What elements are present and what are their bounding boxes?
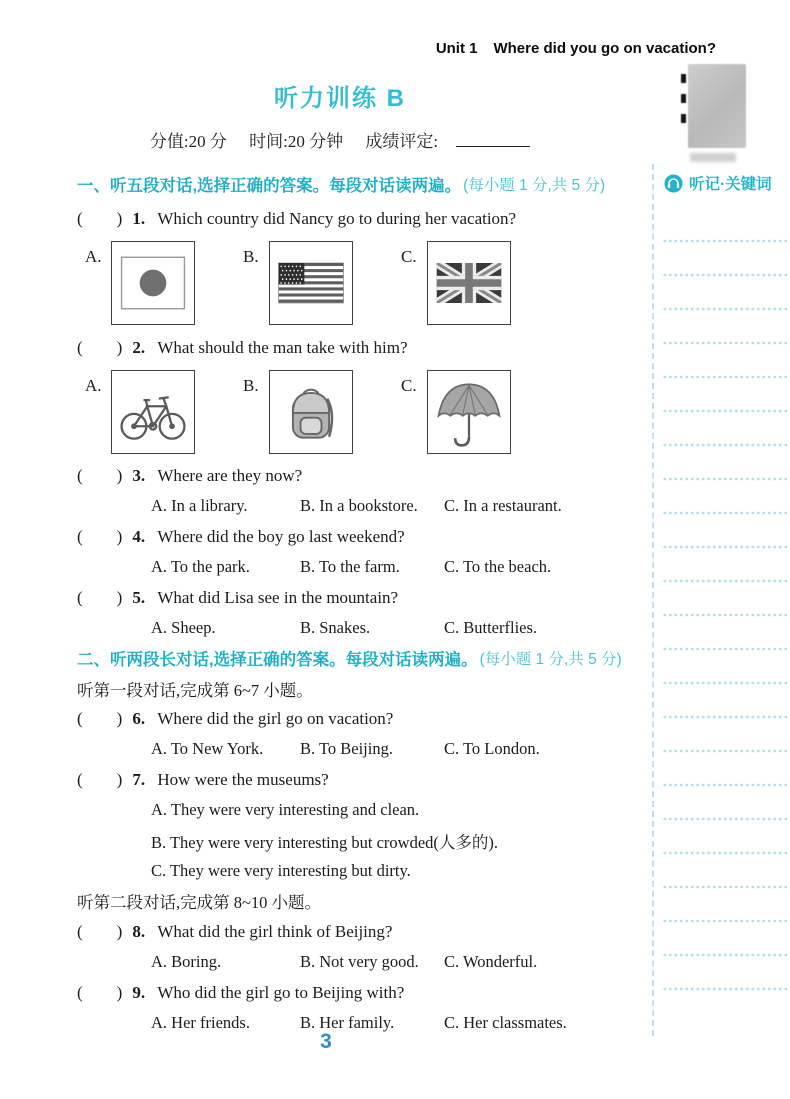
question-1 [77,204,652,234]
print-artifact [681,74,686,83]
grade-label: 成绩评定: [365,132,439,151]
question-number: 7. [132,769,146,789]
answer-blank: ( ) [77,337,123,357]
answer-blank: ( ) [77,209,123,229]
section-2-sub-instruction-1: 听第一段对话,完成第 6~7 小题。 [77,680,313,700]
question-3 [77,461,652,491]
question-3-options [77,491,652,521]
content [0,164,790,1038]
section-1-heading [77,164,652,204]
unit-title: Where did you go on vacation? [493,40,716,57]
section-2-sub-instruction-2: 听第二段对话,完成第 8~10 小题。 [77,893,322,913]
option-b: B. Snakes. [300,617,371,637]
print-artifact [681,114,686,123]
option-label: A. [85,375,102,395]
question-7-option-a: A. They were very interesting and clean. [151,800,420,820]
option-c: C. To London. [444,739,540,759]
option-label: B. [243,375,259,395]
image-option-b [243,241,353,325]
print-artifact [681,94,686,103]
section-2-heading [77,643,652,673]
question-number: 3. [132,465,146,485]
option-c: C. To the beach. [444,557,552,577]
option-label: C. [401,247,417,267]
score-value: 分值:20 分 [149,132,227,151]
image-option-c [401,370,511,454]
option-b: B. Her family. [300,1013,395,1032]
question-4 [77,522,652,552]
question-8 [77,917,652,947]
option-label: A. [85,247,102,267]
option-a: A. To the park. [151,557,250,577]
section-1-points: (每小题 1 分,共 5 分) [463,177,606,194]
question-6 [77,704,652,734]
question-9 [77,977,652,1007]
question-5-options [77,613,652,643]
image-option-a [85,370,195,454]
qr-caption-blurred [690,153,736,162]
option-c: C. In a restaurant. [444,496,562,516]
image-option-b [243,370,353,454]
option-b: B. To Beijing. [300,739,393,759]
question-7-option-b: B. They were very interesting but crowded(人多的). [151,832,499,852]
question-2-image-options [77,363,652,461]
qr-area [688,64,750,162]
question-number: 8. [132,921,146,941]
option-c: C. Her classmates. [444,1013,567,1032]
headphones-icon [664,174,683,193]
option-c: C. Wonderful. [444,952,538,972]
question-4-options [77,552,652,582]
question-8-options [77,947,652,977]
answer-blank: ( ) [77,709,123,729]
answer-blank: ( ) [77,921,123,941]
option-c: C. Butterflies. [444,617,538,637]
question-text: What did the girl think of Beijing? [157,921,393,941]
uk-flag-icon [427,241,511,325]
main-column [0,164,652,1038]
option-a: A. In a library. [151,496,248,516]
option-a: A. Boring. [151,952,222,972]
question-number: 2. [132,337,146,357]
page-number: 3 [320,1030,332,1053]
option-label: C. [401,375,417,395]
question-7-option-c: C. They were very interesting but dirty. [151,861,411,881]
section-2-points: (每小题 1 分,共 5 分) [479,651,622,669]
sidebar-header-label: 听记·关键词 [689,176,772,193]
section-1-title: 一、听五段对话,选择正确的答案。每段对话读两遍。 [77,177,462,195]
answer-blank: ( ) [77,769,123,789]
image-option-c [401,241,511,325]
question-text: Who did the girl go to Beijing with? [157,982,405,1002]
us-flag-icon [269,241,353,325]
question-number: 6. [132,709,146,729]
option-b: B. To the farm. [300,557,400,577]
answer-blank: ( ) [77,587,123,607]
page-title: 听力训练 B [274,85,406,112]
qr-code [688,64,746,148]
answer-blank: ( ) [77,465,123,485]
question-number: 9. [132,982,146,1002]
sidebar-header [664,172,790,194]
umbrella-icon [427,370,511,454]
option-b: B. Not very good. [300,952,419,972]
option-b: B. In a bookstore. [300,496,418,516]
unit-label: Unit 1 [435,40,478,57]
option-a: A. Sheep. [151,617,216,637]
option-a: A. To New York. [151,739,264,759]
question-text: What did Lisa see in the mountain? [157,587,399,607]
score-line [40,127,640,152]
grade-blank [456,131,530,147]
notes-sidebar [652,164,790,1036]
question-number: 4. [132,526,146,546]
question-text: Which country did Nancy go to during her vacation? [157,209,517,229]
question-2 [77,332,652,362]
option-a: A. Her friends. [151,1013,250,1032]
answer-blank: ( ) [77,526,123,546]
question-5 [77,582,652,612]
backpack-icon [269,370,353,454]
question-text: Where did the girl go on vacation? [157,709,394,729]
answer-blank: ( ) [77,982,123,1002]
question-text: Where did the boy go last weekend? [157,526,405,546]
time-value: 时间:20 分钟 [249,132,344,151]
question-1-image-options [77,234,652,332]
option-label: B. [243,247,259,267]
japan-flag-icon [111,241,195,325]
note-lines [662,210,790,1012]
unit-header [436,40,716,57]
question-text: Where are they now? [157,465,303,485]
question-7 [77,765,652,795]
image-option-a [85,241,195,325]
question-number: 5. [132,587,146,607]
question-number: 1. [132,209,146,229]
section-2-title: 二、听两段长对话,选择正确的答案。每段对话读两遍。 [77,651,478,670]
question-6-options [77,734,652,764]
bicycle-icon [111,370,195,454]
question-text: How were the museums? [157,769,329,789]
question-text: What should the man take with him? [157,337,408,357]
